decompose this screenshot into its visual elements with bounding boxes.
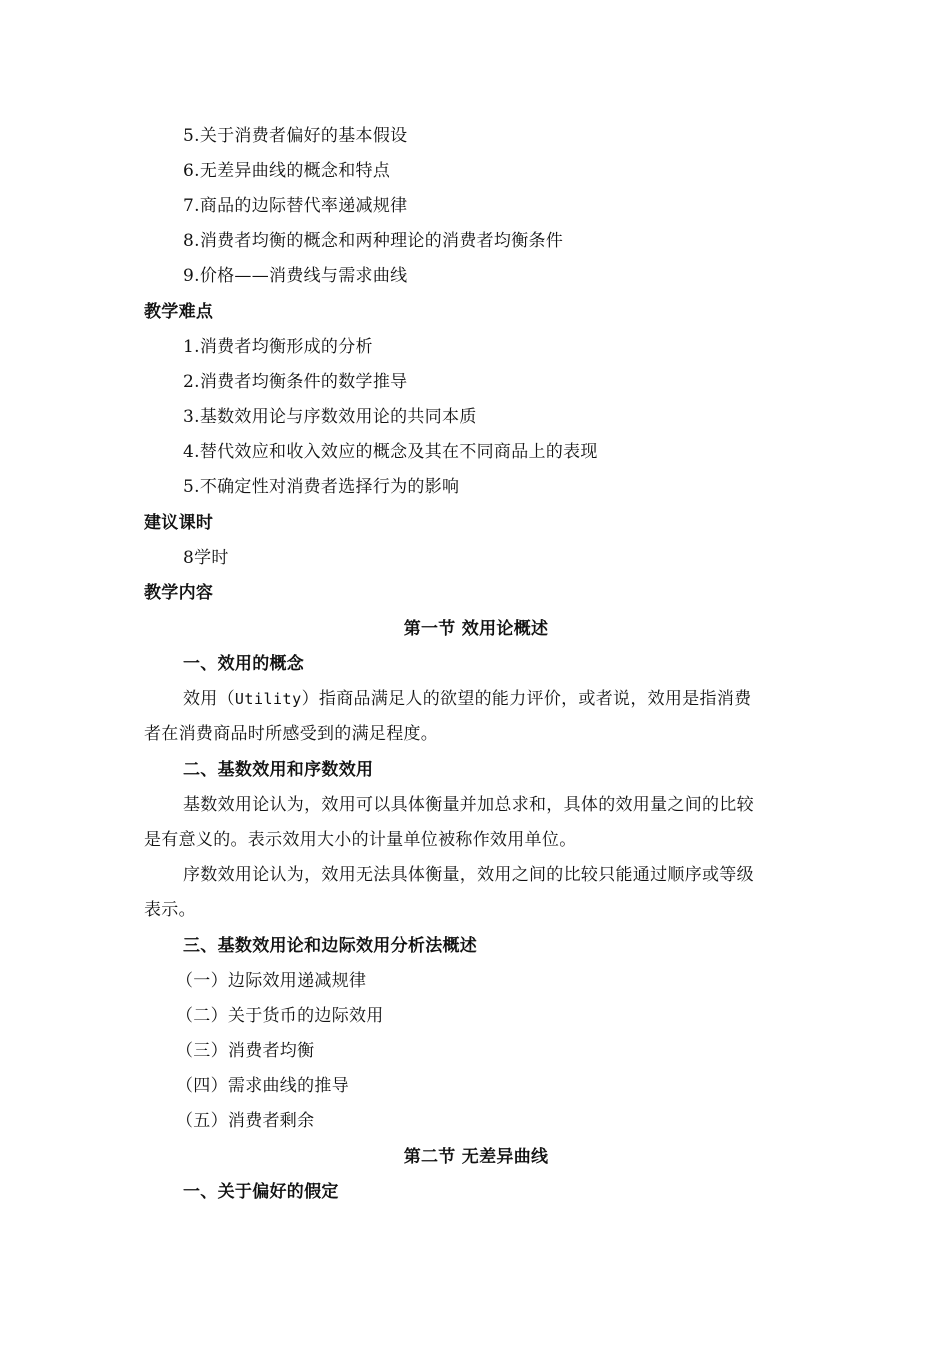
key-point-item: 5.关于消费者偏好的基本假设 — [183, 126, 408, 146]
difficulty-item: 4.替代效应和收入效应的概念及其在不同商品上的表现 — [183, 442, 598, 462]
list-item: （五）消费者剩余 — [176, 1111, 315, 1131]
key-point-item: 8.消费者均衡的概念和两种理论的消费者均衡条件 — [183, 231, 564, 251]
list-item: （二）关于货币的边际效用 — [176, 1006, 384, 1026]
content-heading: 教学内容 — [144, 583, 214, 603]
paragraph-line: 表示。 — [144, 900, 196, 920]
hours-heading: 建议课时 — [144, 513, 214, 533]
key-point-item: 7.商品的边际替代率递减规律 — [183, 196, 408, 216]
section-title: 第一节 效用论概述 — [403, 619, 549, 639]
paragraph-line: 是有意义的。表示效用大小的计量单位被称作效用单位。 — [144, 830, 577, 850]
hours-value: 8学时 — [183, 548, 229, 568]
subsection-heading: 二、基数效用和序数效用 — [183, 760, 374, 780]
paragraph-text: 效用（ — [183, 689, 235, 709]
paragraph-line — [183, 687, 751, 711]
paragraph-text: ）指商品满足人的欲望的能力评价，或者说，效用是指消费 — [301, 689, 752, 709]
list-item: （四）需求曲线的推导 — [176, 1076, 349, 1096]
list-item: （三）消费者均衡 — [176, 1041, 315, 1061]
key-point-item: 6.无差异曲线的概念和特点 — [183, 161, 391, 181]
difficulty-item: 5.不确定性对消费者选择行为的影响 — [183, 477, 460, 497]
paragraph-english-term: Utility — [234, 690, 302, 708]
difficulty-item: 3.基数效用论与序数效用论的共同本质 — [183, 407, 477, 427]
list-item: （一）边际效用递减规律 — [176, 971, 367, 991]
paragraph-line: 者在消费商品时所感受到的满足程度。 — [144, 724, 439, 744]
subsection-heading: 一、关于偏好的假定 — [183, 1182, 339, 1202]
paragraph-line: 序数效用论认为，效用无法具体衡量，效用之间的比较只能通过顺序或等级 — [183, 865, 754, 885]
difficulty-item: 2.消费者均衡条件的数学推导 — [183, 372, 408, 392]
difficulties-heading: 教学难点 — [144, 302, 214, 322]
subsection-heading: 三、基数效用论和边际效用分析法概述 — [183, 936, 478, 956]
subsection-heading: 一、效用的概念 — [183, 654, 305, 674]
key-point-item: 9.价格——消费线与需求曲线 — [183, 266, 408, 286]
difficulty-item: 1.消费者均衡形成的分析 — [183, 337, 373, 357]
section-title: 第二节 无差异曲线 — [403, 1147, 549, 1167]
paragraph-line: 基数效用论认为，效用可以具体衡量并加总求和，具体的效用量之间的比较 — [183, 795, 754, 815]
